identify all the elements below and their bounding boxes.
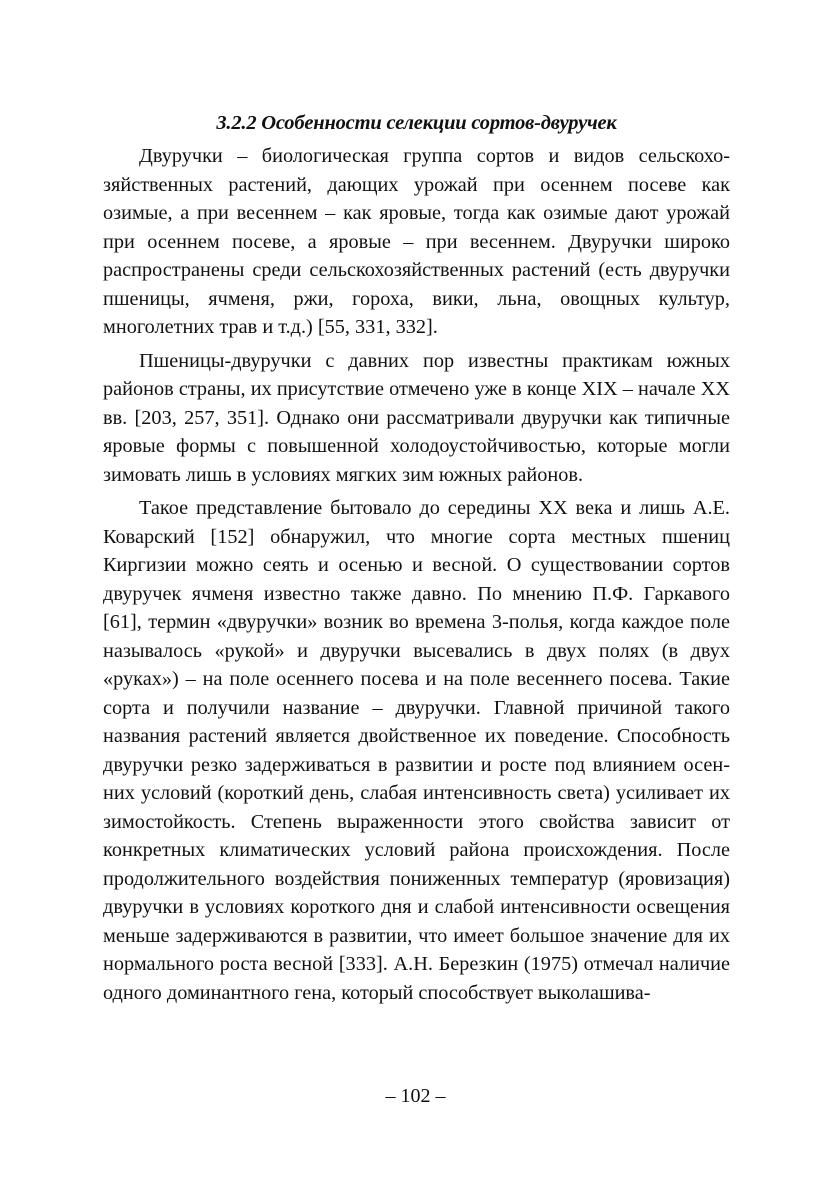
paragraph-2: Пшеницы-двуручки с давних пор известны практикам южных районов страны, их присутствие отмечено уже в конце XIX – начале XX вв. [203, 257, 351]. Однако они рассматривали двуручки как типичные яровые формы с повышенной холодоустойчивостью, которые могли зимовать лишь в условиях мягких зим южных районов. xyxy=(103,349,730,486)
section-heading: 3.2.2 Особенности селекции сортов-двуручек xyxy=(216,112,617,134)
page-body xyxy=(103,110,730,1012)
page-number: – 102 – xyxy=(385,1085,446,1107)
paragraph-3: Такое представление бытовало до середины XX века и лишь А.Е. Коварский [152] обнаружил, что многие сорта местных пшениц Киргизии можно сеять и осенью и весной. О существовании сортов двуручек ячменя известно также давно. По мнению П.Ф. Гаркавого [61], термин «двуручки» возник во времена 3-полья, когда каждое поле называлось «рукой» и двуручки высевались в двух полях (в двух «руках») – на поле осеннего посева и на поле весеннего посева. Такие сорта и получили название – двуручки. Главной причиной такого названия растений является двойственное их поведение. Способность двуручки резко задерживаться в развитии и росте под влиянием осенних условий (короткий день, слабая интенсивность света) усиливает их зимостойкость. Степень выраженности этого свойства зависит от конкретных климатических условий района происхождения. После продолжительного воздействия пониженных температур (яровизация) двуручки в условиях короткого дня и слабой интенсивности освещения меньше задерживаются в развитии, что имеет большое значение для их нормального роста весной [333]. А.Н. Березкин (1975) отмечал наличие одного доминантного гена, который способствует выколашива- xyxy=(103,497,730,1004)
paragraph-1: Двуручки – биологическая группа сортов и видов сельскохозяйственных растений, дающих урожай при осеннем посеве как озимые, а при весеннем – как яровые, тогда как озимые дают урожай при осеннем посеве, а яровые – при весеннем. Двуручки широко распространены среди сельскохозяйственных растений (есть двуручки пшеницы, ячменя, ржи, гороха, вики, льна, овощных культур, многолетних трав и т.д.) [55, 331, 332]. xyxy=(103,145,730,338)
